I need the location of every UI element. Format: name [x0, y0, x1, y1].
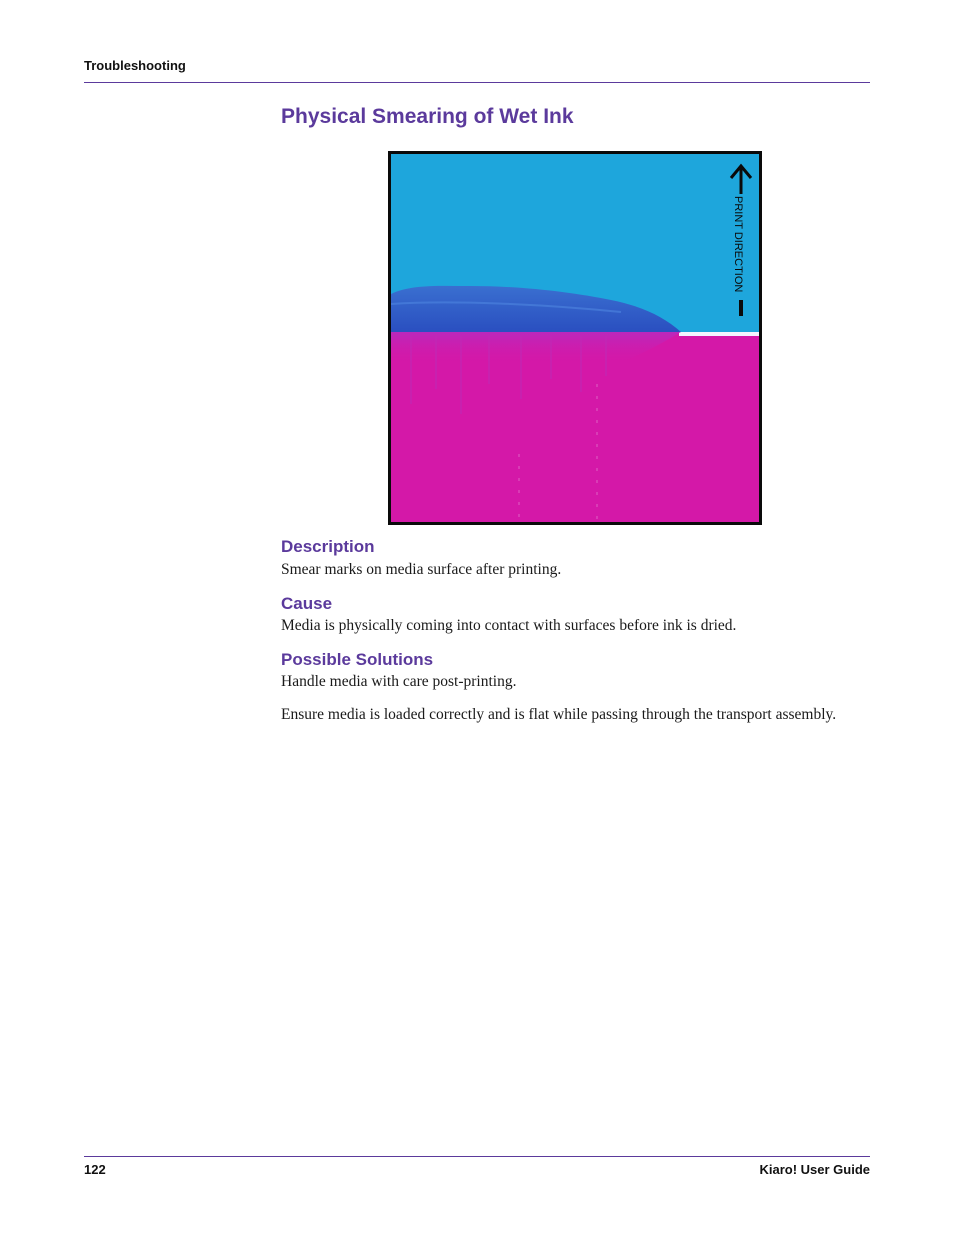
page-title: Physical Smearing of Wet Ink: [281, 105, 574, 128]
guide-title: Kiaro! User Guide: [759, 1162, 870, 1177]
solution-paragraph-1: Handle media with care post-printing.: [281, 673, 517, 690]
header-rule: [84, 82, 870, 83]
cause-heading: Cause: [281, 594, 333, 613]
cause-text: Media is physically coming into contact with surfaces before ink is dried.: [281, 617, 737, 634]
white-boundary-line: [679, 332, 759, 336]
footer-rule: [84, 1156, 870, 1157]
solution-paragraph-2: Ensure media is loaded correctly and is flat while passing through the transport assembly.: [281, 706, 837, 723]
page-number: 122: [84, 1162, 106, 1177]
smear-sample-image: [388, 151, 762, 525]
running-header: Troubleshooting: [84, 58, 186, 73]
description-text: Smear marks on media surface after printing.: [281, 561, 562, 578]
print-direction-label: PRINT DIRECTION: [732, 196, 744, 293]
smear-sample-svg: [391, 154, 759, 522]
description-heading: Description: [281, 537, 375, 556]
solutions-heading: Possible Solutions: [281, 650, 434, 669]
